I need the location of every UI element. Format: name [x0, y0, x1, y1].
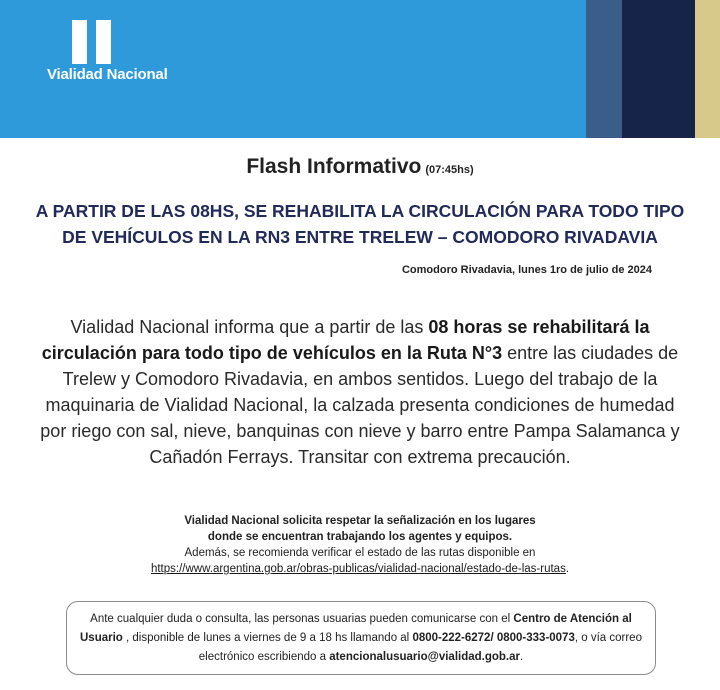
body-text: Vialidad Nacional informa que a partir de las — [70, 317, 429, 337]
notice — [60, 513, 660, 577]
contact-box — [66, 601, 656, 675]
contact-email[interactable]: atencionalusuario@vialidad.gob.ar — [329, 651, 520, 663]
rutas-status-link[interactable]: https://www.argentina.gob.ar/obras-publicas/vialidad-nacional/estado-de-las-rutas — [150, 563, 566, 575]
contact-text: . — [520, 651, 524, 663]
contact-text: , o vía correo electrónico escribiendo a — [198, 632, 642, 663]
vialidad-logo-icon — [72, 20, 112, 64]
notice-link-suffix: . — [565, 563, 570, 575]
notice-line: donde se encuentran trabajando los agentes y equipos. — [207, 531, 513, 543]
contact-text: , disponible de lunes a viernes de 9 a 18 hs llamando al — [122, 632, 413, 644]
notice-link-line — [60, 561, 660, 577]
notice-line: Vialidad Nacional solicita respetar la señalización en los lugares — [184, 515, 536, 527]
body-paragraph — [30, 314, 690, 470]
notice-line: Además, se recomienda verificar el estado de las rutas disponible en — [184, 547, 536, 559]
headline — [20, 198, 700, 250]
header-stripe — [622, 0, 695, 138]
header-banner — [0, 0, 720, 138]
dateline: Comodoro Rivadavia, lunes 1ro de julio de 2024 — [401, 264, 652, 276]
body-text: entre las ciudades de Trelew y Comodoro Rivadavia, en ambos sentidos. Luego del trabajo de la maquinaria de Vialidad Nacional, la calzada presenta condiciones de humedad por riego con sal, nieve, banquinas con nieve y barro entre Pampa Salamanca y Cañadón Ferrays. Transitar con extrema precaución. — [40, 343, 680, 467]
flash-time: (07:45hs) — [425, 164, 474, 176]
flash-title — [0, 155, 720, 179]
contact-center-name: Centro de Atención al Usuario — [80, 613, 632, 644]
contact-phone[interactable]: 0800-222-6272/ 0800-333-0073 — [412, 632, 575, 644]
contact-text: Ante cualquier duda o consulta, las personas usuarias pueden comunicarse con el — [90, 613, 514, 625]
header-stripe — [695, 0, 720, 138]
body-bold-text: 08 horas se rehabilitará la circulación para todo tipo de vehículos en la Ruta N°3 — [41, 317, 650, 363]
headline-line: A PARTIR DE LAS 08HS, SE REHABILITA LA CIRCULACIÓN PARA TODO TIPO — [35, 201, 685, 221]
header-stripe — [586, 0, 622, 138]
flash-title-text: Flash Informativo — [246, 155, 422, 178]
brand-name: Vialidad Nacional — [47, 66, 168, 83]
headline-line: DE VEHÍCULOS EN LA RN3 ENTRE TRELEW – COMODORO RIVADAVIA — [62, 227, 658, 247]
